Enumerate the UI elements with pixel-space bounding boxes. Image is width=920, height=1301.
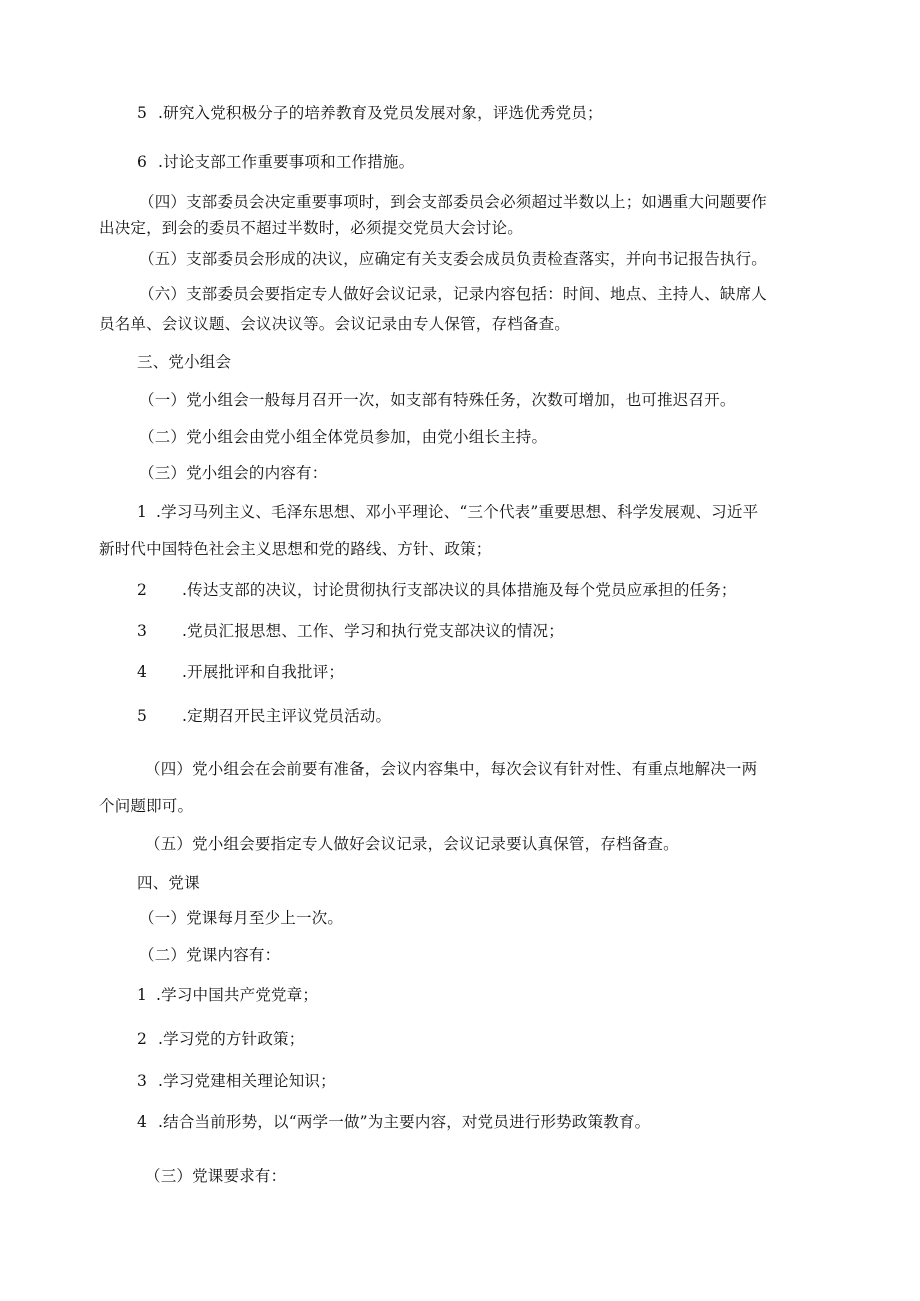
list-number: 4 (137, 1113, 147, 1131)
paragraph-line: .学习中国共产党党章； (156, 986, 319, 1004)
paragraph-line: （一）党小组会一般每月召开一次，如支部有特殊任务，次数可增加，也可推迟召开。 (139, 391, 736, 409)
paragraph-line: .讨论支部工作重要事项和工作措施。 (158, 153, 415, 171)
paragraph-line: （三）党课要求有： (145, 1167, 287, 1185)
list-number: 6 (137, 153, 147, 171)
paragraph-line: 员名单、会议议题、会议决议等。会议记录由专人保管，存档备查。 (99, 315, 571, 333)
list-number: 3 (137, 622, 147, 640)
paragraph-line: .学习党的方针政策； (158, 1030, 305, 1048)
list-number: 5 (137, 104, 147, 122)
list-number: 3 (137, 1072, 147, 1090)
paragraph-line: （三）党小组会的内容有： (139, 464, 328, 482)
section-heading: 四、党课 (137, 874, 200, 892)
list-number: 2 (137, 581, 147, 599)
paragraph-line: （四）支部委员会决定重要事项时，到会支部委员会必须超过半数以上；如遇重大问题要作 (139, 193, 768, 211)
paragraph-line: （五）支部委员会形成的决议，应确定有关支委会成员负责检查落实，并向书记报告执行。 (139, 250, 768, 268)
paragraph-line: 新时代中国特色社会主义思想和党的路线、方针、政策； (99, 540, 492, 558)
paragraph-line: .传达支部的决议，讨论贯彻执行支部决议的具体措施及每个党员应承担的任务； (182, 581, 737, 599)
paragraph-line: .学习马列主义、毛泽东思想、邓小平理论、“三个代表”重要思想、科学发展观、习近平 (156, 503, 759, 521)
section-heading: 三、党小组会 (137, 353, 232, 371)
paragraph-line: （一）党课每月至少上一次。 (139, 909, 344, 927)
list-number: 5 (137, 707, 147, 725)
paragraph-line: （五）党小组会要指定专人做好会议记录，会议记录要认真保管，存档备查。 (145, 835, 679, 853)
list-number: 1 (137, 986, 147, 1004)
paragraph-line: .研究入党积极分子的培养教育及党员发展对象，评选优秀党员； (158, 104, 603, 122)
paragraph-line: 出决定，到会的委员不超过半数时，必须提交党员大会讨论。 (99, 219, 523, 237)
paragraph-line: （四）党小组会在会前要有准备，会议内容集中，每次会议有针对性、有重点地解决一两 (145, 760, 758, 778)
paragraph-line: .开展批评和自我批评； (182, 663, 345, 681)
paragraph-line: .党员汇报思想、工作、学习和执行党支部决议的情况； (182, 622, 564, 640)
paragraph-line: （六）支部委员会要指定专人做好会议记录，记录内容包括：时间、地点、主持人、缺席人 (139, 285, 768, 303)
paragraph-line: （二）党课内容有： (139, 946, 281, 964)
paragraph-line: .学习党建相关理论知识； (158, 1072, 336, 1090)
paragraph-line: .结合当前形势，以“两学一做”为主要内容，对党员进行形势政策教育。 (158, 1113, 651, 1131)
list-number: 2 (137, 1030, 147, 1048)
paragraph-line: .定期召开民主评议党员活动。 (182, 707, 392, 725)
list-number: 4 (137, 663, 147, 681)
paragraph-line: 个问题即可。 (99, 797, 194, 815)
list-number: 1 (137, 503, 147, 521)
paragraph-line: （二）党小组会由党小组全体党员参加，由党小组长主持。 (139, 428, 548, 446)
